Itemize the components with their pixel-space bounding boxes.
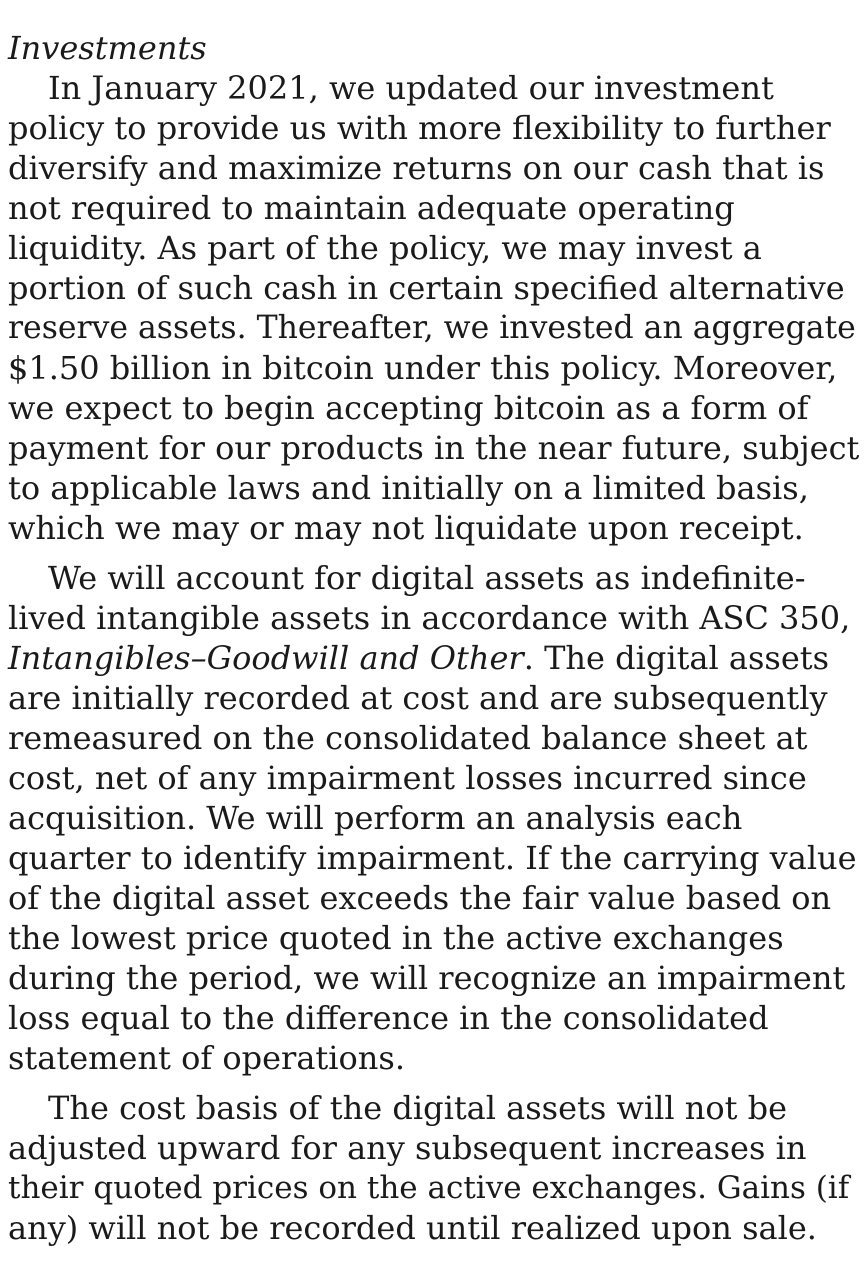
text-line: $1.50 billion in bitcoin under this policy. Moreover,	[8, 349, 838, 387]
text-line: We will account for digital assets as indefinite-	[48, 559, 806, 597]
text-line: quarter to identify impairment. If the carrying value	[8, 839, 857, 877]
text-line: loss equal to the difference in the consolidated	[8, 999, 769, 1037]
text-line-with-italic	[8, 638, 860, 678]
paragraph-digital-assets-accounting	[8, 558, 860, 1078]
text-line: reserve assets. Thereafter, we invested an aggregate	[8, 310, 856, 346]
text-line: during the period, we will recognize an impairment	[8, 959, 846, 997]
text-line: any) will not be recorded until realized upon sale.	[8, 1209, 817, 1247]
text-line: In January 2021, we updated our investment	[48, 69, 774, 107]
text-line: the lowest price quoted in the active exchanges	[8, 919, 784, 957]
text-line: liquidity. As part of the policy, we may invest a	[8, 229, 762, 267]
text-line: portion of such cash in certain specified alternative	[8, 269, 845, 307]
text-fragment: . The digital assets	[523, 639, 830, 677]
text-line: not required to maintain adequate operating	[8, 189, 735, 227]
text-line: remeasured on the consolidated balance sheet at	[8, 719, 808, 757]
text-line: statement of operations.	[8, 1039, 405, 1077]
section-heading: Investments	[8, 29, 207, 67]
text-line: are initially recorded at cost and are subsequently	[8, 679, 828, 717]
text-line: acquisition. We will perform an analysis each	[8, 799, 743, 837]
paragraph-cost-basis	[8, 1088, 860, 1248]
text-line: their quoted prices on the active exchanges. Gains (if	[8, 1170, 850, 1206]
text-line: to applicable laws and initially on a limited basis,	[8, 469, 809, 507]
paragraph-investment-policy	[8, 68, 860, 548]
text-line: of the digital asset exceeds the fair value based on	[8, 879, 832, 917]
document-page	[8, 28, 860, 1258]
text-line: cost, net of any impairment losses incurred since	[8, 759, 807, 797]
text-line: adjusted upward for any subsequent increases in	[8, 1129, 807, 1167]
text-line: lived intangible assets in accordance with ASC 350,	[8, 599, 851, 637]
text-line: policy to provide us with more flexibility to further	[8, 109, 831, 147]
standard-title-italic: Intangibles–Goodwill and Other	[8, 639, 524, 677]
text-line: which we may or may not liquidate upon receipt.	[8, 509, 804, 547]
text-line: diversify and maximize returns on our cash that is	[8, 149, 825, 187]
text-line: The cost basis of the digital assets will not be	[48, 1089, 788, 1127]
text-line: payment for our products in the near future, subject	[8, 429, 860, 467]
text-line: we expect to begin accepting bitcoin as a form of	[8, 389, 809, 427]
